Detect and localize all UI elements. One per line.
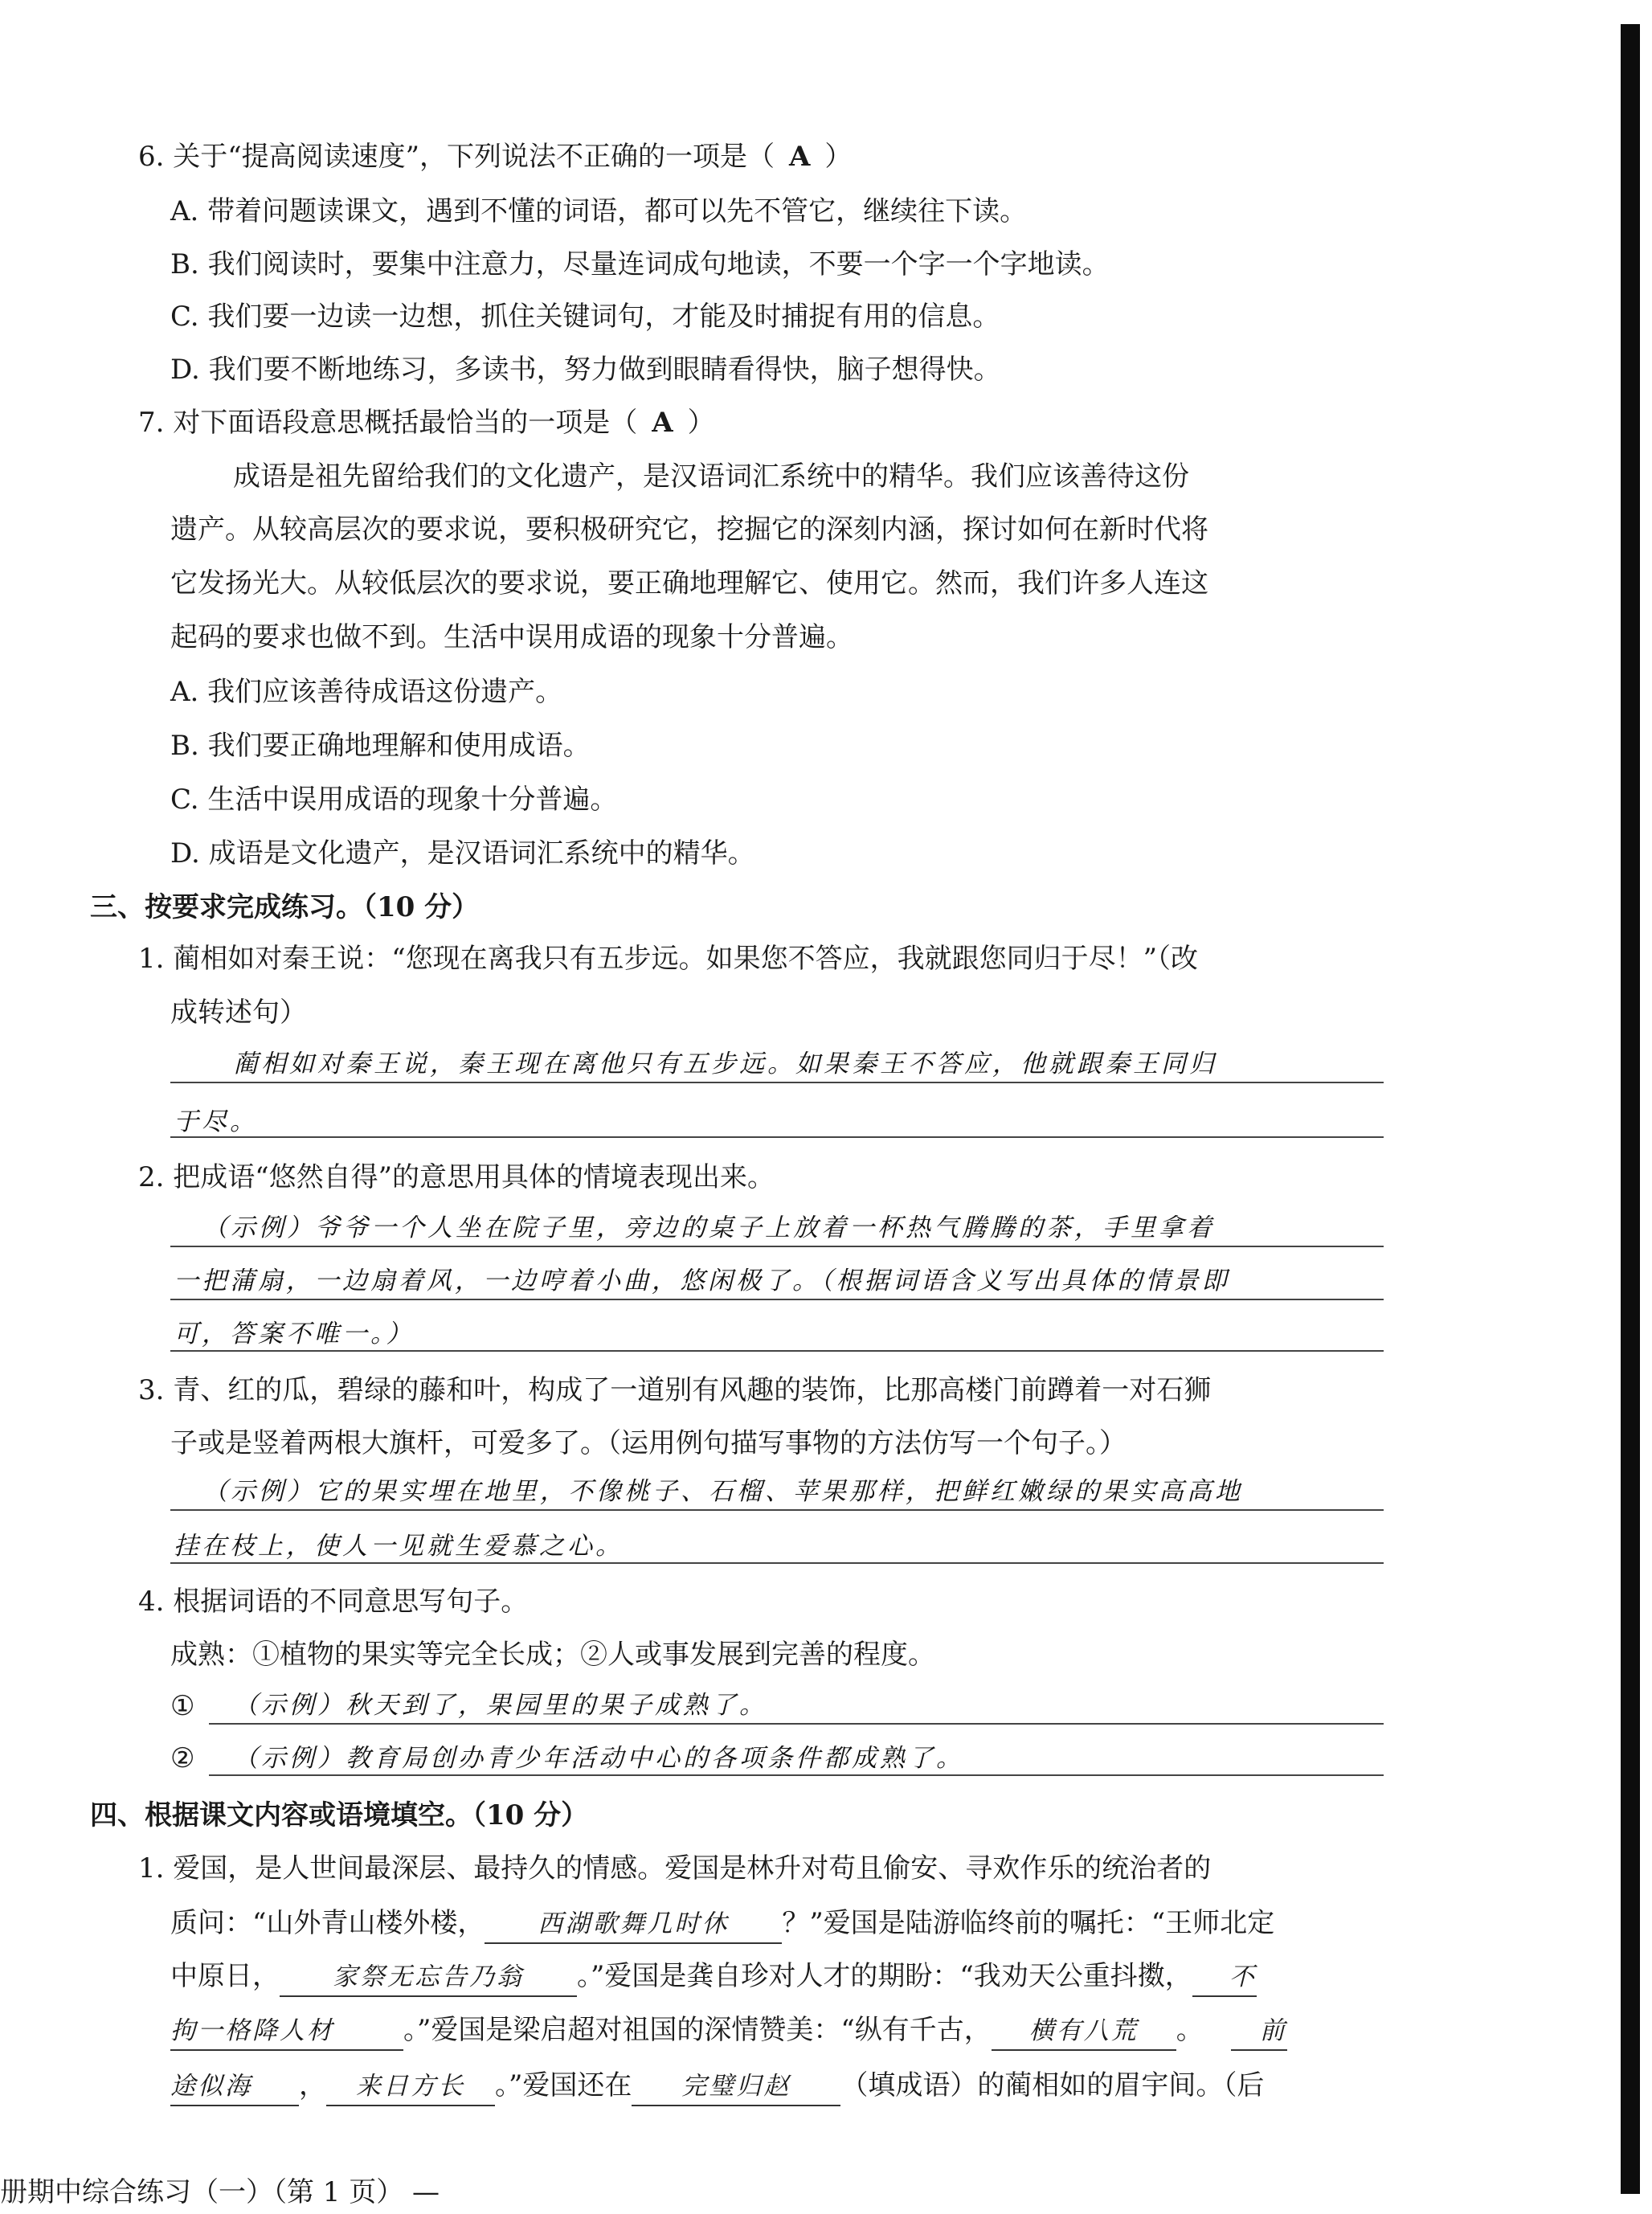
s4-q1-line2: 质问：“山外青山楼外楼， 西湖歌舞几时休 ？”爱国是陆游临终前的嘱托：“王师北定 [170, 1905, 1274, 1944]
s4-q1-line3: 中原日， 家祭无忘告乃翁 。”爱国是龚自珍对人才的期盼：“我劝天公重抖擞， 不 [170, 1958, 1257, 1997]
q6-option-a: A. 带着问题读课文，遇到不懂的词语，都可以先不管它，继续往下读。 [170, 195, 1028, 227]
s3-q2-answer-1: （示例）爷爷一个人坐在院子里，旁边的桌子上放着一杯热气腾腾的茶，手里拿着 [202, 1213, 1215, 1242]
s4-q1-line1: 1. 爱国，是人世间最深层、最持久的情感。爱国是林升对苟且偷安、寻欢作乐的统治者的 [138, 1852, 1212, 1885]
s3-q4-answer-line-2[interactable] [209, 1774, 1384, 1776]
s3-q4-mark-2: ② [170, 1742, 195, 1774]
q7-option-c: C. 生活中误用成语的现象十分普遍。 [170, 784, 618, 816]
s3-q4-mark-1: ① [170, 1690, 195, 1722]
s3-q3-answer-1: （示例）它的果实埋在地里，不像桃子、石榴、苹果那样，把鲜红嫩绿的果实高高地 [202, 1477, 1243, 1506]
s3-q4-line1: 4. 根据词语的不同意思写句子。 [138, 1586, 529, 1618]
blank-6[interactable]: 来日方长 [326, 2068, 495, 2106]
section4-heading: 四、根据课文内容或语境填空。（10 分） [90, 1799, 589, 1831]
s3-q1-answer-line-1[interactable] [170, 1082, 1384, 1083]
s3-q2-answer-2: 一把蒲扇，一边扇着风，一边哼着小曲，悠闲极了。（根据词语含义写出具体的情景即 [174, 1267, 1230, 1295]
s3-q3-answer-line-2[interactable] [170, 1562, 1384, 1564]
q6-option-c: C. 我们要一边读一边想，抓住关键词句，才能及时捕捉有用的信息。 [170, 301, 1000, 333]
q7-answer: A [652, 407, 673, 439]
s3-q1-line1: 1. 蔺相如对秦王说：“您现在离我只有五步远。如果您不答应，我就跟您同归于尽！”（改 [138, 943, 1199, 975]
blank-3-start[interactable]: 不 [1192, 1958, 1257, 1997]
q7-passage-line-3: 它发扬光大。从较低层次的要求说，要正确地理解它、使用它。然而，我们许多人连这 [170, 567, 1208, 600]
s3-q2-answer-line-1[interactable] [170, 1246, 1384, 1247]
s3-q1-line2: 成转述句） [170, 997, 307, 1029]
s3-q1-answer-1: 蔺相如对秦王说，秦王现在离他只有五步远。如果秦王不答应，他就跟秦王同归 [233, 1050, 1217, 1078]
section3-heading: 三、按要求完成练习。（10 分） [90, 891, 480, 923]
s3-q2-answer-line-3[interactable] [170, 1350, 1384, 1352]
s3-q2-answer-3: 可，答案不唯一。） [174, 1320, 415, 1348]
s3-q3-line1: 3. 青、红的瓜，碧绿的藤和叶，构成了一道别有风趣的装饰，比那高楼门前蹲着一对石狮 [138, 1374, 1212, 1406]
q7-option-d: D. 成语是文化遗产，是汉语词汇系统中的精华。 [170, 837, 755, 870]
q7-passage-line-4: 起码的要求也做不到。生活中误用成语的现象十分普遍。 [170, 621, 853, 653]
s3-q4-line2: 成熟：①植物的果实等完全长成；②人或事发展到完善的程度。 [170, 1639, 935, 1671]
q6-stem: 6. 关于“提高阅读速度”，下列说法不正确的一项是（ A ） [138, 141, 853, 173]
s4-q1-line5: 途似海 ， 来日方长 。”爱国还在 完璧归赵 （填成语）的蔺相如的眉宇间。（后 [170, 2067, 1264, 2106]
q6-answer: A [789, 141, 811, 173]
blank-5-end[interactable]: 途似海 [170, 2068, 299, 2106]
page-footer: 册期中综合练习（一）（第 1 页） — [0, 2176, 440, 2208]
s3-q2-answer-line-2[interactable] [170, 1299, 1384, 1300]
s3-q3-answer-line-1[interactable] [170, 1509, 1384, 1511]
s3-q4-answer-line-1[interactable] [209, 1723, 1384, 1725]
blank-2[interactable]: 家祭无忘告乃翁 [280, 1958, 577, 1997]
scan-edge-bar [1621, 24, 1640, 2194]
s4-q1-line4: 拘一格降人材 。”爱国是梁启超对祖国的深情赞美：“纵有千古， 横有八荒 。 前 [170, 2011, 1287, 2051]
q7-option-a: A. 我们应该善待成语这份遗产。 [170, 676, 563, 708]
s3-q2-line1: 2. 把成语“悠然自得”的意思用具体的情境表现出来。 [138, 1161, 775, 1193]
s3-q3-answer-2: 挂在枝上，使人一见就生爱慕之心。 [174, 1532, 624, 1561]
q6-option-d: D. 我们要不断地练习，多读书，努力做到眼睛看得快，脑子想得快。 [170, 354, 1001, 386]
s3-q3-line2: 子或是竖着两根大旗杆，可爱多了。（运用例句描写事物的方法仿写一个句子。） [170, 1427, 1127, 1459]
blank-4[interactable]: 横有八荒 [992, 2012, 1176, 2051]
blank-3-end[interactable]: 拘一格降人材 [170, 2012, 403, 2051]
q7-option-b: B. 我们要正确地理解和使用成语。 [170, 730, 591, 762]
q7-stem: 7. 对下面语段意思概括最恰当的一项是（ A ） [138, 407, 715, 439]
s3-q1-answer-line-2[interactable] [170, 1136, 1384, 1138]
blank-5-start[interactable]: 前 [1231, 2012, 1287, 2051]
q7-passage-line-1: 成语是祖先留给我们的文化遗产，是汉语词汇系统中的精华。我们应该善待这份 [233, 460, 1189, 493]
s3-q1-answer-2: 于尽。 [174, 1107, 258, 1136]
s3-q4-answer-1: （示例）秋天到了，果园里的果子成熟了。 [233, 1691, 767, 1720]
blank-7[interactable]: 完璧归赵 [632, 2068, 840, 2106]
q7-passage-line-2: 遗产。从较高层次的要求说，要积极研究它，挖掘它的深刻内涵，探讨如何在新时代将 [170, 514, 1208, 546]
s3-q4-answer-2: （示例）教育局创办青少年活动中心的各项条件都成熟了。 [233, 1744, 964, 1773]
blank-1[interactable]: 西湖歌舞几时休 [485, 1905, 782, 1944]
q6-option-b: B. 我们阅读时，要集中注意力，尽量连词成句地读，不要一个字一个字地读。 [170, 248, 1110, 280]
